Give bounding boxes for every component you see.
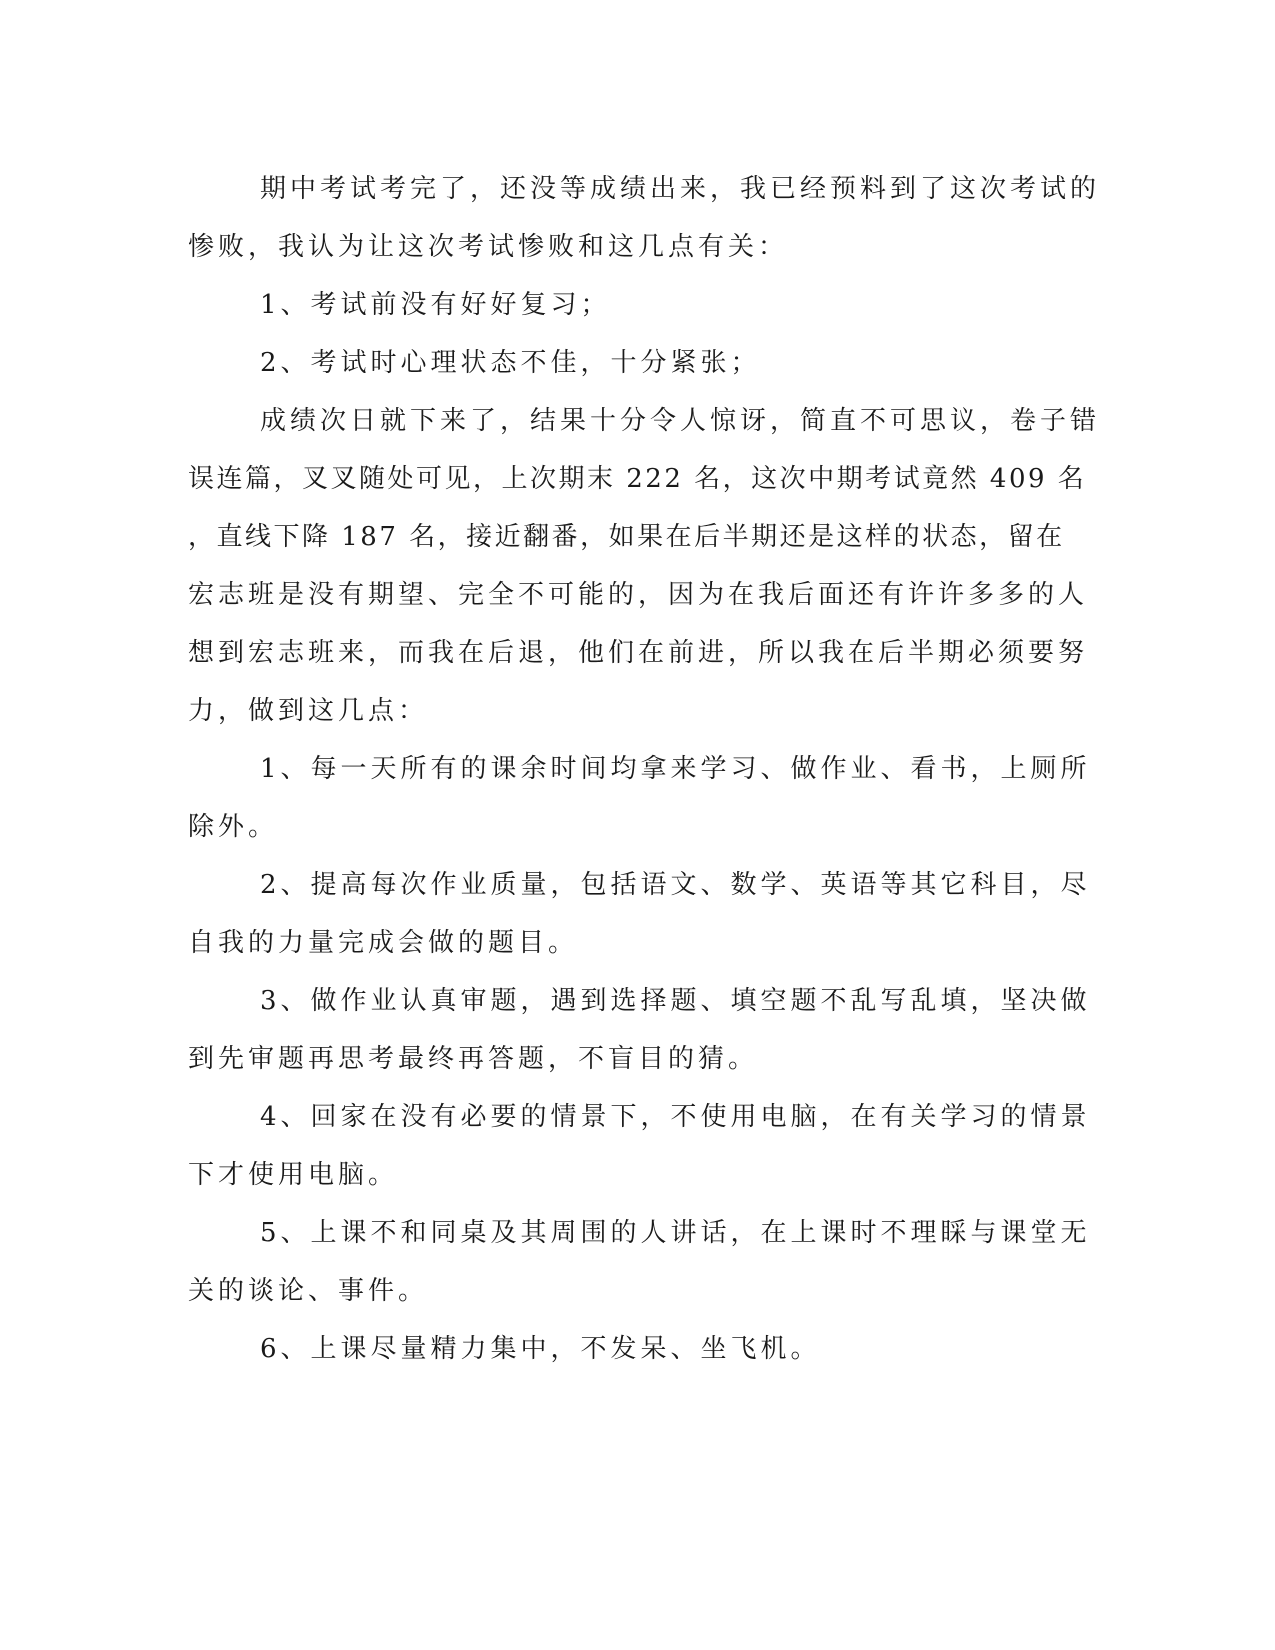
list-item-line: 3、做作业认真审题，遇到选择题、填空题不乱写乱填，坚决做 bbox=[260, 986, 1091, 1016]
paragraph-line: 力，做到这几点： bbox=[188, 696, 429, 726]
paragraph-line: 成绩次日就下来了，结果十分令人惊讶，简直不可思议，卷子错 bbox=[260, 406, 1101, 436]
list-item-line: 6、上课尽量精力集中，不发呆、坐飞机。 bbox=[260, 1334, 821, 1364]
paragraph-line: 宏志班是没有期望、完全不可能的，因为在我后面还有许许多多的人 bbox=[188, 580, 1089, 610]
list-item-line: 除外。 bbox=[188, 812, 279, 842]
list-item-line: 下才使用电脑。 bbox=[188, 1160, 399, 1190]
list-item-line: 2、考试时心理状态不佳，十分紧张； bbox=[260, 348, 761, 378]
list-item-line: 5、上课不和同桌及其周围的人讲话，在上课时不理睬与课堂无 bbox=[260, 1218, 1091, 1248]
list-item-line: 关的谈论、事件。 bbox=[188, 1276, 429, 1306]
paragraph-line: 误连篇，叉叉随处可见，上次期末 222 名，这次中期考试竟然 409 名 bbox=[188, 464, 1087, 494]
list-item-line: 1、每一天所有的课余时间均拿来学习、做作业、看书，上厕所 bbox=[260, 754, 1091, 784]
list-item-line: 2、提高每次作业质量，包括语文、数学、英语等其它科目，尽 bbox=[260, 870, 1091, 900]
list-item-line: 1、考试前没有好好复习； bbox=[260, 290, 611, 320]
paragraph-line: 想到宏志班来，而我在后退，他们在前进，所以我在后半期必须要努 bbox=[188, 638, 1089, 668]
document-body bbox=[188, 160, 1101, 1378]
list-item-line: 自我的力量完成会做的题目。 bbox=[188, 928, 579, 958]
list-item-line: 4、回家在没有必要的情景下，不使用电脑，在有关学习的情景 bbox=[260, 1102, 1091, 1132]
paragraph-line: 期中考试考完了，还没等成绩出来，我已经预料到了这次考试的 bbox=[260, 174, 1101, 204]
paragraph-line: 惨败，我认为让这次考试惨败和这几点有关： bbox=[188, 232, 789, 262]
paragraph-line: ，直线下降 187 名，接近翻番，如果在后半期还是这样的状态，留在 bbox=[188, 522, 1065, 552]
list-item-line: 到先审题再思考最终再答题，不盲目的猜。 bbox=[188, 1044, 759, 1074]
